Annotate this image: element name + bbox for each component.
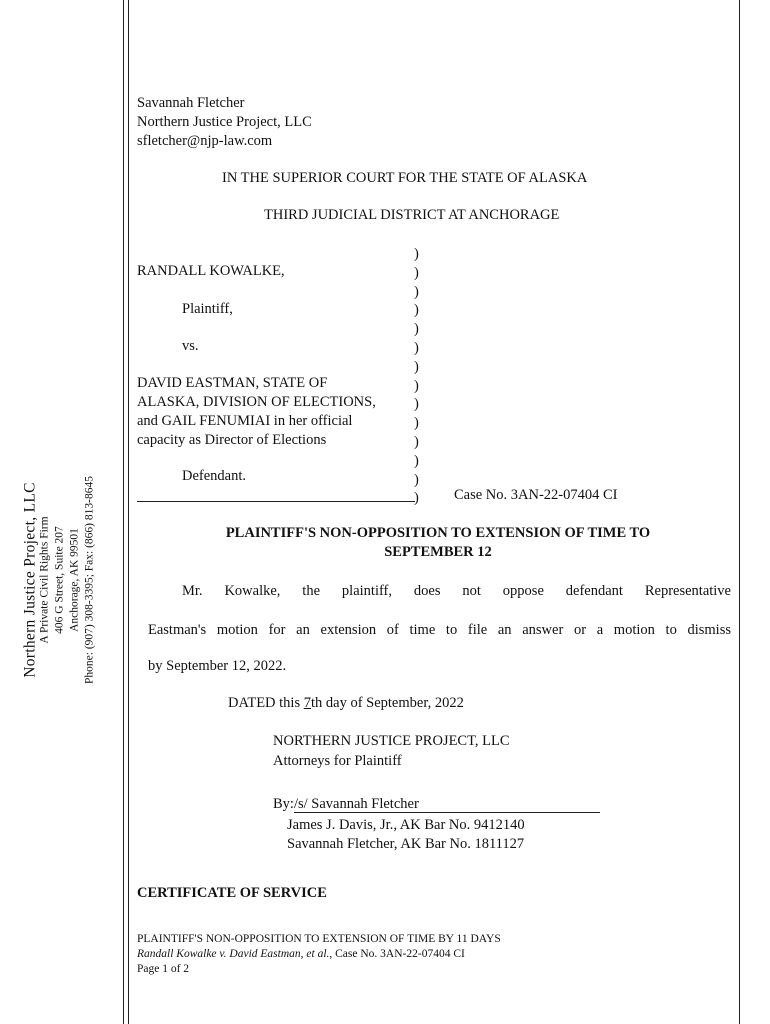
plaintiff-name: RANDALL KOWALKE, [137,263,285,279]
plaintiff-label: Plaintiff, [182,301,233,317]
document-title-line-1: PLAINTIFF'S NON-OPPOSITION TO EXTENSION OF TIME TO [225,525,651,541]
paren: ) [414,415,419,432]
sidebar-address-city: Anchorage, AK 99501 [68,528,81,632]
paren: ) [414,471,419,488]
body-line-2: Eastman's motion for an extension of time to file an answer or a motion to dismiss [148,622,731,638]
right-margin-line [739,0,740,1024]
defendant-label: Defendant. [182,468,247,484]
paren: ) [414,452,419,469]
defendant-line-2: ALASKA, DIVISION OF ELECTIONS, [137,394,376,410]
dated-prefix: DATED this [228,695,304,711]
dated-day: 7 [303,695,311,711]
paren: ) [414,339,419,356]
footer-title: PLAINTIFF'S NON-OPPOSITION TO EXTENSION OF TIME BY 11 DAYS [137,933,501,945]
body-line-1: Mr. Kowalke, the plaintiff, does not oppose defendant Representative [182,583,731,599]
defendant-line-1: DAVID EASTMAN, STATE OF [137,375,328,391]
footer-case-caption [137,948,465,960]
caption-underline [137,501,415,502]
sidebar-phone-fax: Phone: (907) 308-3395; Fax: (866) 813-8645 [83,476,96,684]
sidebar-tagline: A Private Civil Rights Firm [38,516,51,644]
footer-page-number: Page 1 of 2 [137,963,190,975]
signature-role: Attorneys for Plaintiff [273,753,402,769]
sidebar-address-street: 406 G Street, Suite 207 [53,526,66,634]
court-district: THIRD JUDICIAL DISTRICT AT ANCHORAGE [264,207,560,223]
attorney-firm: Northern Justice Project, LLC [137,114,312,130]
signature-e-sign: /s/ Savannah Fletcher [294,797,600,813]
paren: ) [414,358,419,375]
case-number: Case No. 3AN-22-07404 CI [454,487,618,503]
attorney-name: Savannah Fletcher [137,95,245,111]
signature-attorney-1: James J. Davis, Jr., AK Bar No. 9412140 [287,817,525,833]
dated-line [228,695,464,712]
paren: ) [414,321,419,338]
versus-label: vs. [182,338,199,354]
paren: ) [414,377,419,394]
sidebar-firm-name: Northern Justice Project, LLC [21,482,39,678]
certificate-heading: CERTIFICATE OF SERVICE [137,885,327,901]
signature-by-line [273,796,600,813]
paren: ) [414,283,419,300]
paren: ) [414,264,419,281]
defendant-line-4: capacity as Director of Elections [137,432,327,448]
attorney-email: sfletcher@njp-law.com [137,133,273,149]
signature-attorney-2: Savannah Fletcher, AK Bar No. 1811127 [287,836,525,852]
left-margin-line-inner [128,0,129,1024]
footer-case-name: Randall Kowalke v. David Eastman, et al. [137,948,330,960]
court-name: IN THE SUPERIOR COURT FOR THE STATE OF ALASKA [222,170,588,186]
dated-suffix: th day of September, 2022 [310,695,464,711]
footer-case-number: , Case No. 3AN-22-07404 CI [329,948,465,960]
left-margin-line-outer [123,0,124,1024]
document-title [137,524,739,562]
caption-paren-column [414,245,426,508]
signature-by-label: By: [273,796,294,812]
paren: ) [414,433,419,450]
paren: ) [414,490,419,507]
paren: ) [414,396,419,413]
paren: ) [414,302,419,319]
body-line-3: by September 12, 2022. [148,658,287,674]
defendant-line-3: and GAIL FENUMIAI in her official [137,413,353,429]
document-title-line-2: SEPTEMBER 12 [384,544,492,560]
signature-firm: NORTHERN JUSTICE PROJECT, LLC [273,733,510,749]
paren: ) [414,246,419,262]
